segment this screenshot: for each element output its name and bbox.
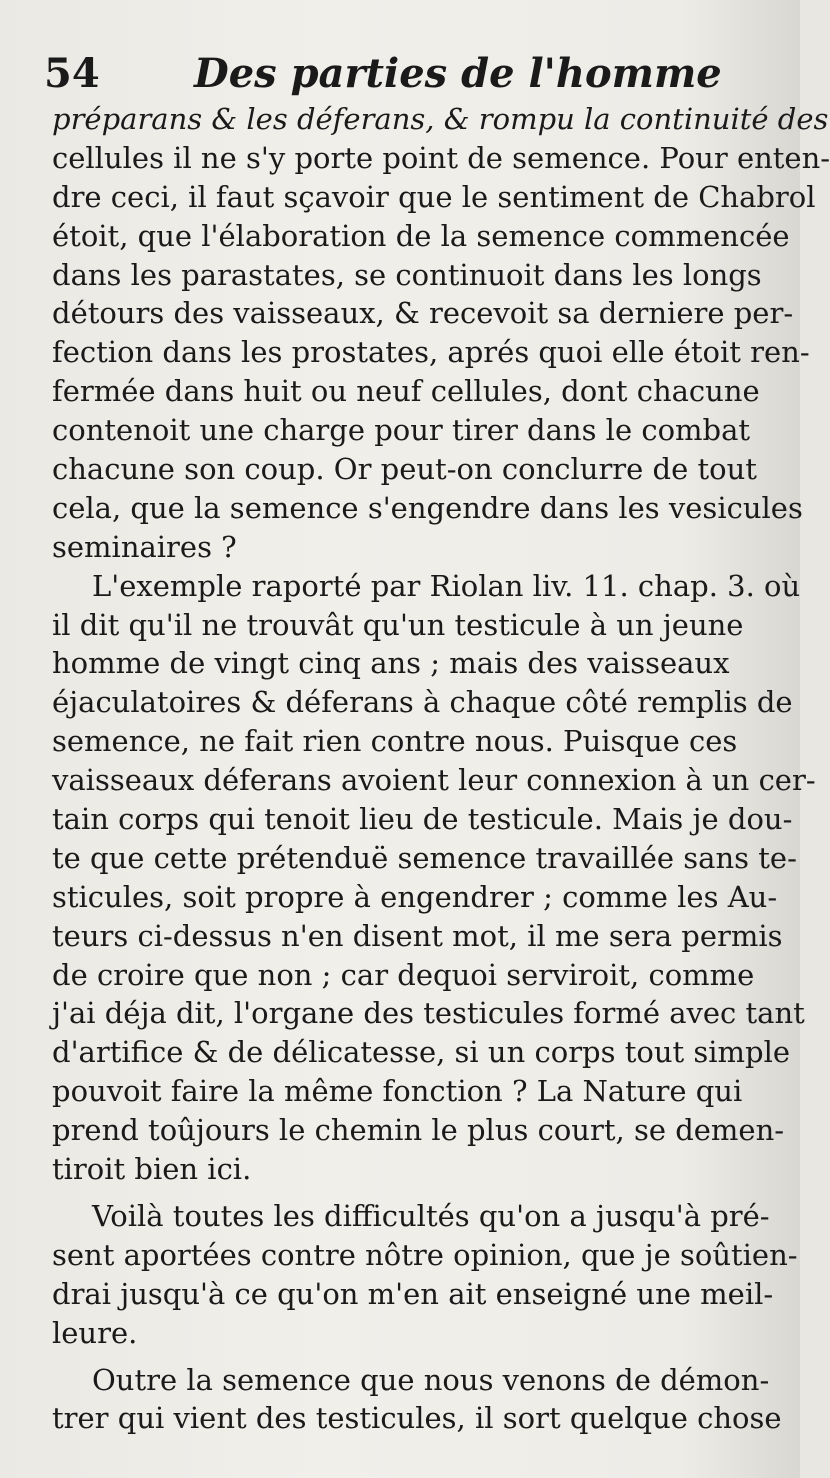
page-number: 54 (44, 50, 100, 97)
text-line: sent aportées contre nôtre opinion, que je soûtien- (52, 1237, 798, 1272)
text-line: leure. (52, 1315, 138, 1350)
text-line: de croire que non ; car dequoi serviroit, comme (52, 957, 755, 992)
text-line: tiroit bien ici. (52, 1152, 252, 1187)
text-line: homme de vingt cinq ans ; mais des vaisseaux (52, 646, 730, 681)
text-line: cela, que la semence s'engendre dans les vesicules (52, 490, 803, 525)
text-line: étoit, que l'élaboration de la semence commencée (52, 218, 790, 253)
text-line: seminaires ? (52, 529, 237, 564)
text-line: préparans & les déferans, & rompu la continuité des (52, 102, 829, 136)
body-text (52, 100, 830, 1438)
text-line: cellules il ne s'y porte point de semence. Pour enten- (52, 140, 830, 175)
text-line: j'ai déja dit, l'organe des testicules formé avec tant (52, 996, 805, 1031)
text-line: contenoit une charge pour tirer dans le combat (52, 413, 751, 448)
text-line: éjaculatoires & déferans à chaque côté remplis de (52, 685, 793, 720)
text-line: trer qui vient des testicules, il sort quelque chose (52, 1401, 782, 1436)
text-line: d'artifice & de délicatesse, si un corps tout simple (52, 1035, 791, 1070)
text-line: L'exemple raporté par Riolan liv. 11. chap. 3. où (92, 568, 801, 603)
text-line: teurs ci-dessus n'en disent mot, il me sera permis (52, 918, 783, 953)
text-line: vaisseaux déferans avoient leur connexion à un cer- (52, 763, 816, 798)
text-line: pouvoit faire la même fonction ? La Nature qui (52, 1074, 743, 1109)
text-line: prend toûjours le chemin le plus court, se demen- (52, 1113, 785, 1148)
text-line: il dit qu'il ne trouvât qu'un testicule à un jeune (52, 607, 744, 642)
text-line: fection dans les prostates, aprés quoi elle étoit ren- (52, 335, 810, 370)
text-line: chacune son coup. Or peut-on conclurre de tout (52, 452, 757, 487)
text-line: dre ceci, il faut sçavoir que le sentiment de Chabrol (52, 179, 816, 214)
text-line: tain corps qui tenoit lieu de testicule. Mais je dou- (52, 802, 793, 837)
running-head: Des parties de l'homme (194, 50, 722, 97)
text-line: détours des vaisseaux, & recevoit sa derniere per- (52, 296, 794, 331)
text-line: Outre la semence que nous venons de démon- (92, 1362, 770, 1397)
text-line: dans les parastates, se continuoit dans les longs (52, 257, 762, 292)
text-line: sticules, soit propre à engendrer ; comme les Au- (52, 879, 778, 914)
text-line: semence, ne fait rien contre nous. Puisque ces (52, 724, 738, 759)
text-line: te que cette prétenduë semence travaillée sans te- (52, 840, 797, 875)
page-header (44, 40, 764, 100)
text-line: drai jusqu'à ce qu'on m'en ait enseigné une meil- (52, 1276, 774, 1311)
text-line: Voilà toutes les difficultés qu'on a jusqu'à pré- (92, 1198, 770, 1233)
text-line: fermée dans huit ou neuf cellules, dont chacune (52, 374, 760, 409)
